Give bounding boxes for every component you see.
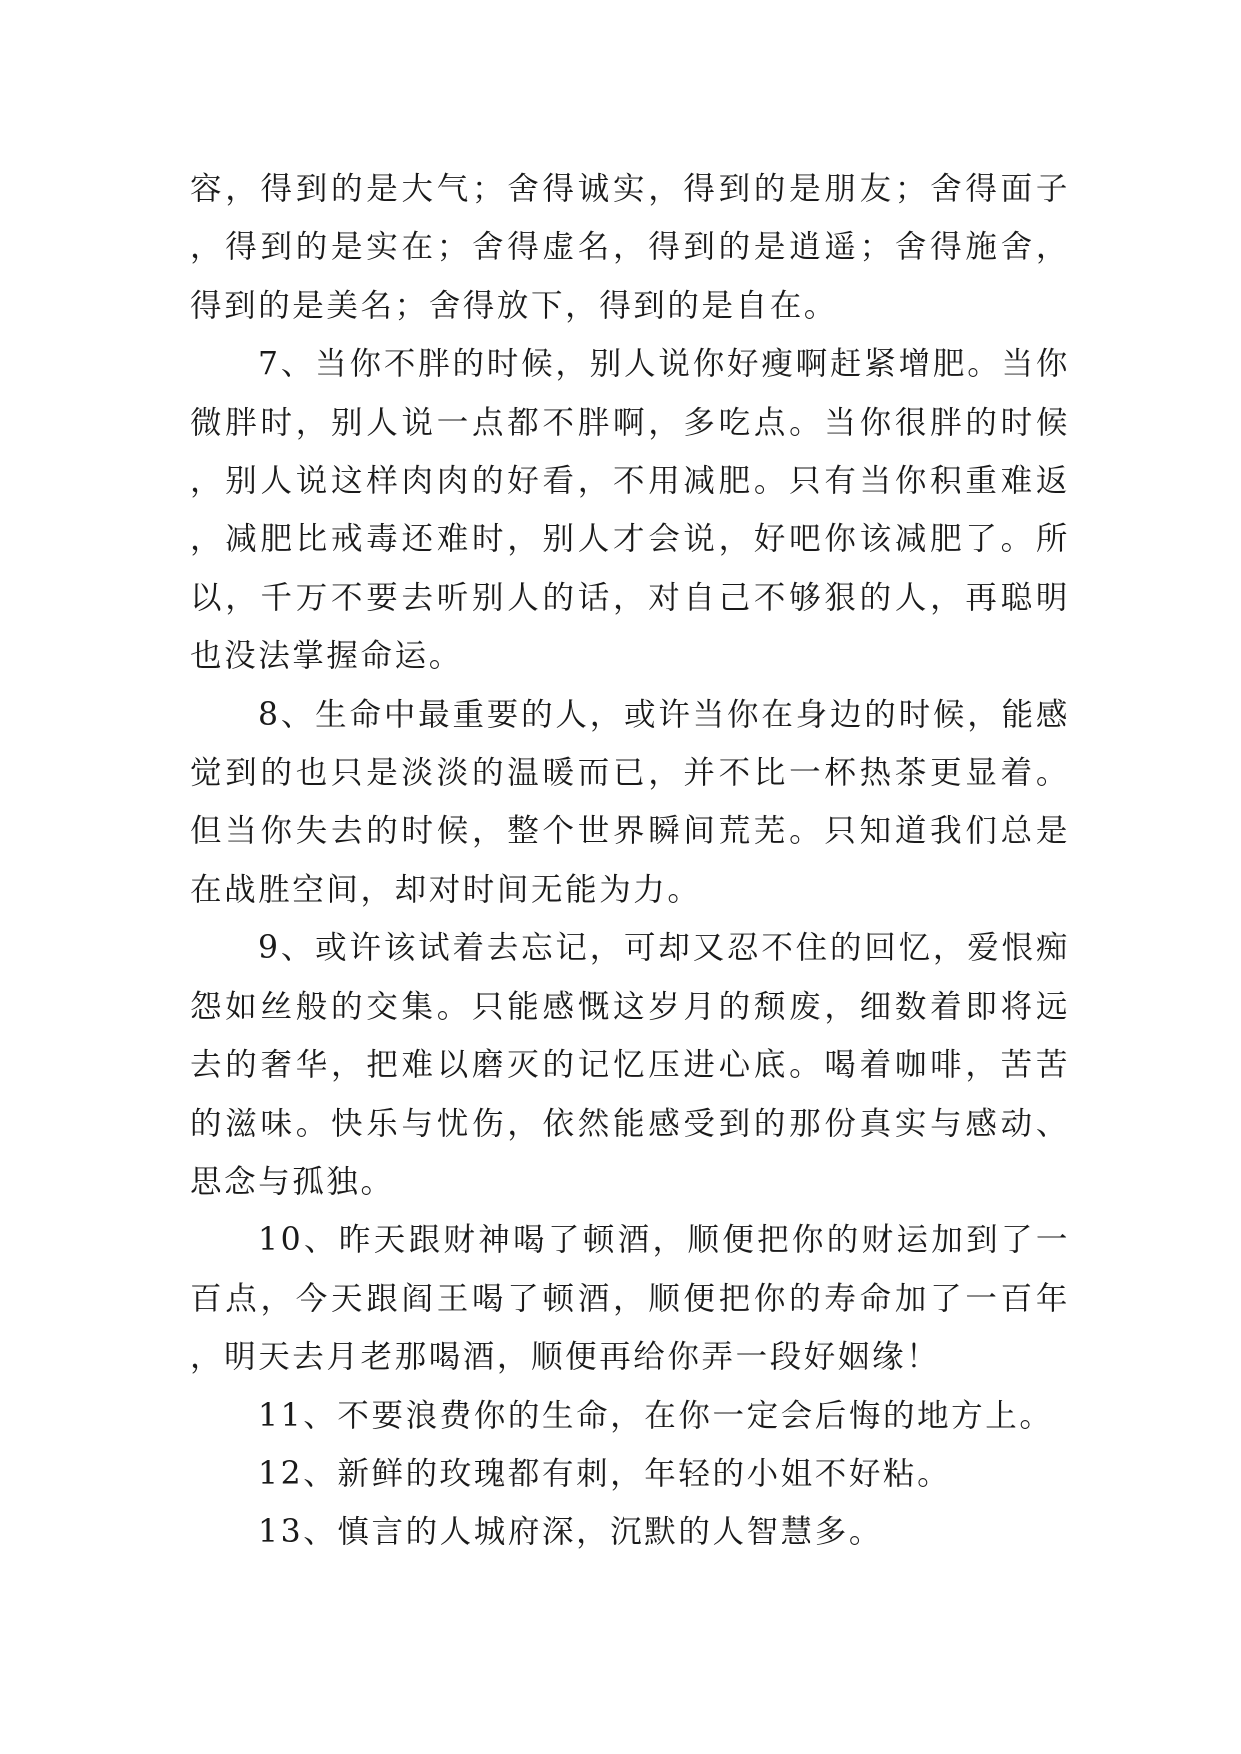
paragraph-item-10: 10、昨天跟财神喝了顿酒，顺便把你的财运加到了一百点，今天跟阎王喝了顿酒，顺便把你的寿命加了一百年，明天去月老那喝酒，顺便再给你弄一段好姻缘！ bbox=[190, 1222, 1070, 1376]
paragraph-item-9: 9、或许该试着去忘记，可却又忍不住的回忆，爱恨痴怨如丝般的交集。只能感慨这岁月的颓废，细数着即将远去的奢华，把难以磨灭的记忆压进心底。喝着咖啡，苦苦的滋味。快乐与忧伤，依然能感受到的那份真实与感动、思念与孤独。 bbox=[190, 930, 1070, 1200]
paragraph-item-8: 8、生命中最重要的人，或许当你在身边的时候，能感觉到的也只是淡淡的温暖而已，并不比一杯热茶更显着。但当你失去的时候，整个世界瞬间荒芜。只知道我们总是在战胜空间，却对时间无能为力。 bbox=[190, 696, 1070, 908]
paragraph-item-12: 12、新鲜的玫瑰都有刺，年轻的小姐不好粘。 bbox=[258, 1455, 952, 1492]
paragraph-item-13: 13、慎言的人城府深，沉默的人智慧多。 bbox=[258, 1514, 883, 1551]
paragraph-item-11: 11、不要浪费你的生命，在你一定会后悔的地方上。 bbox=[258, 1397, 1054, 1434]
document-body bbox=[190, 160, 1070, 1562]
paragraph-item-7: 7、当你不胖的时候，别人说你好瘦啊赶紧增肥。当你微胖时，别人说一点都不胖啊，多吃点。当你很胖的时候，别人说这样肉肉的好看，不用减肥。只有当你积重难返，减肥比戒毒还难时，别人才会说，好吧你该减肥了。所以，千万不要去听别人的话，对自己不够狠的人，再聪明也没法掌握命运。 bbox=[190, 346, 1070, 675]
paragraph-continuation: 容，得到的是大气；舍得诚实，得到的是朋友；舍得面子，得到的是实在；舍得虚名，得到的是逍遥；舍得施舍，得到的是美名；舍得放下，得到的是自在。 bbox=[190, 171, 1070, 324]
